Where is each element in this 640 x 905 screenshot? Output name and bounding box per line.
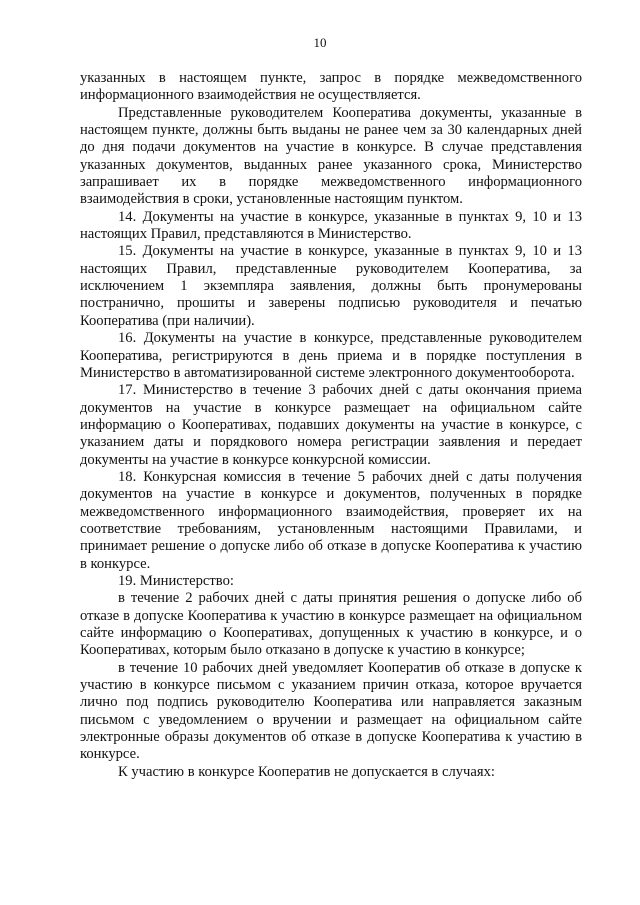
paragraph-item-17: 17. Министерство в течение 3 рабочих дней с даты окончания приема документов на участие в конкурсе размещает на официальном сайте информацию о Кооперативах, подавших документы на участие в конкурсе, с указанием даты и порядкового номера регистрации заявления и передает документы на участие в конкурсе конкурсной комиссии.	[80, 382, 582, 468]
paragraph-item-19-first: в течение 2 рабочих дней с даты принятия решения о допуске либо об отказе в допуске Кооператива к участию в конкурсе размещает на официальном сайте информацию о Кооперативах, допущенных к участию в конкурсе, и о Кооперативах, которым было отказано в допуске к участию в конкурсе;	[80, 590, 582, 659]
paragraph-item-19: 19. Министерство:	[118, 572, 234, 589]
paragraph-continuation: указанных в настоящем пункте, запрос в порядке межведомственного информационного взаимодействия не осуществляется.	[80, 70, 582, 104]
page-number: 10	[313, 35, 327, 50]
paragraph-item-18: 18. Конкурсная комиссия в течение 5 рабочих дней с даты получения документов на участие в конкурсе и документов, полученных в порядке межведомственного информационного взаимодействия, проверяет их на соответствие требованиям, установленным настоящими Правилами, и принимает решение о допуске либо об отказе в допуске Кооператива к участию в конкурсе.	[80, 468, 582, 572]
paragraph-item-14: 14. Документы на участие в конкурсе, указанные в пунктах 9, 10 и 13 настоящих Правил, представляются в Министерство.	[80, 208, 582, 243]
paragraph-not-admitted-cases: К участию в конкурсе Кооператив не допускается в случаях:	[118, 763, 495, 780]
paragraph-item-19-second: в течение 10 рабочих дней уведомляет Кооператив об отказе в допуске к участию в конкурсе письмом с указанием причин отказа, которое вручается лично под подпись руководителю Кооператива или направляется заказным письмом с уведомлением о вручении и размещает на официальном сайте электронные образы документов об отказе в допуске Кооператива к участию в конкурсе.	[80, 659, 582, 763]
document-body	[80, 70, 582, 781]
paragraph-documents-validity: Представленные руководителем Кооператива документы, указанные в настоящем пункте, должны быть выданы не ранее чем за 30 календарных дней до дня подачи документов на участие в конкурсе. В случае представления указанных документов, выданных ранее указанного срока, Министерство запрашивает их в порядке межведомственного информационного взаимодействия в сроки, установленные настоящим пунктом.	[80, 104, 582, 208]
paragraph-item-16: 16. Документы на участие в конкурсе, представленные руководителем Кооператива, регистрируются в день приема и в порядке поступления в Министерство в автоматизированной системе электронного документооборота.	[80, 330, 582, 381]
paragraph-item-15: 15. Документы на участие в конкурсе, указанные в пунктах 9, 10 и 13 настоящих Правил, представленные руководителем Кооператива, за исключением 1 экземпляра заявления, должны быть пронумерованы постранично, прошиты и заверены подписью руководителя и печатью Кооператива (при наличии).	[80, 243, 582, 329]
